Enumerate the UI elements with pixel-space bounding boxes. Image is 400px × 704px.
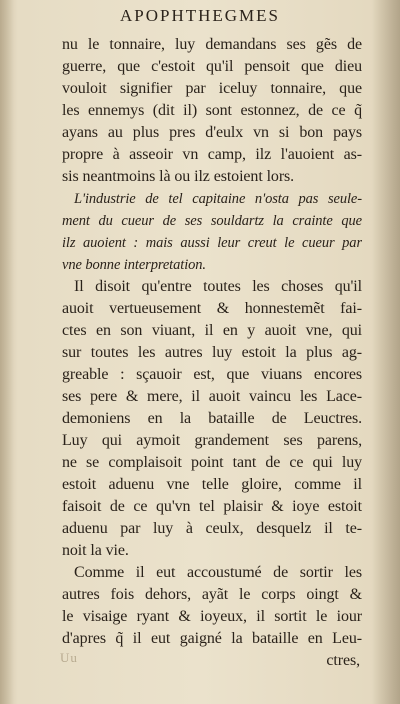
body-text <box>62 34 362 672</box>
text-line: ses pere & mere, il auoit vaincu les Lace- <box>62 388 362 405</box>
text-line: sis neantmoins là ou ilz estoient lors. <box>62 168 295 185</box>
text-line: Il disoit qu'entre toutes les choses qu'il <box>74 278 362 295</box>
text-line: vne bonne interpretation. <box>62 257 206 273</box>
page-gutter-shadow <box>0 0 14 704</box>
text-line: aduenu par luy à ceulx, desquelz il te- <box>62 520 362 537</box>
text-line: le visaige ryant & ioyeux, il sortit le iour <box>62 608 362 625</box>
text-line: estoit aduenu vne telle gloire, comme il <box>62 476 362 493</box>
text-line: d'apres q̃ il eut gaigné la bataille en Leu- <box>62 630 362 647</box>
text-line: ctres, <box>326 652 360 669</box>
text-line: nu le tonnaire, luy demandans ses gẽs de <box>62 36 362 53</box>
text-line: Luy qui aymoit grandement ses parens, <box>62 432 362 449</box>
text-line: ctes en son viuant, il en y auoit vne, qui <box>62 322 362 339</box>
text-line: propre à asseoir vn camp, ilz l'auoient as- <box>62 146 362 163</box>
signature-mark: Uu <box>60 650 78 665</box>
running-head: APOPHTHEGMES <box>119 6 281 25</box>
text-line: ment du cueur de ses souldartz la crainte que <box>62 213 362 229</box>
text-line: sur toutes les autres luy estoit la plus ag- <box>62 344 362 361</box>
text-line: demoniens en la bataille de Leuctres. <box>62 410 362 427</box>
text-line: L'industrie de tel capitaine n'osta pas seule- <box>74 191 362 207</box>
text-line: auoit vertueusement & honnestemẽt fai- <box>62 300 362 317</box>
text-line: ilz auoient : mais aussi leur creut le cueur par <box>62 235 362 251</box>
text-line: les ennemys (dit il) sont estonnez, de ce q̃ <box>62 102 362 119</box>
page-edge-shadow <box>372 0 400 704</box>
text-line: autres fois dehors, ayãt le corps oingt & <box>62 586 362 603</box>
text-line: Comme il eut accoustumé de sortir les <box>74 564 362 581</box>
text-line: ayans au plus pres d'eulx vn si bon pays <box>62 124 362 141</box>
text-line: faisoit de ce qu'vn tel plaisir & ioye estoit <box>62 498 362 515</box>
text-line: greable : sçauoir est, que viuans encores <box>62 366 362 383</box>
text-line: ne se complaisoit point tant de ce qui luy <box>62 454 362 471</box>
text-line: vouloit signifier par iceluy tonnaire, que <box>62 80 362 97</box>
text-line: noit la vie. <box>62 542 129 559</box>
text-line: guerre, que c'estoit qu'il pensoit que dieu <box>62 58 362 75</box>
